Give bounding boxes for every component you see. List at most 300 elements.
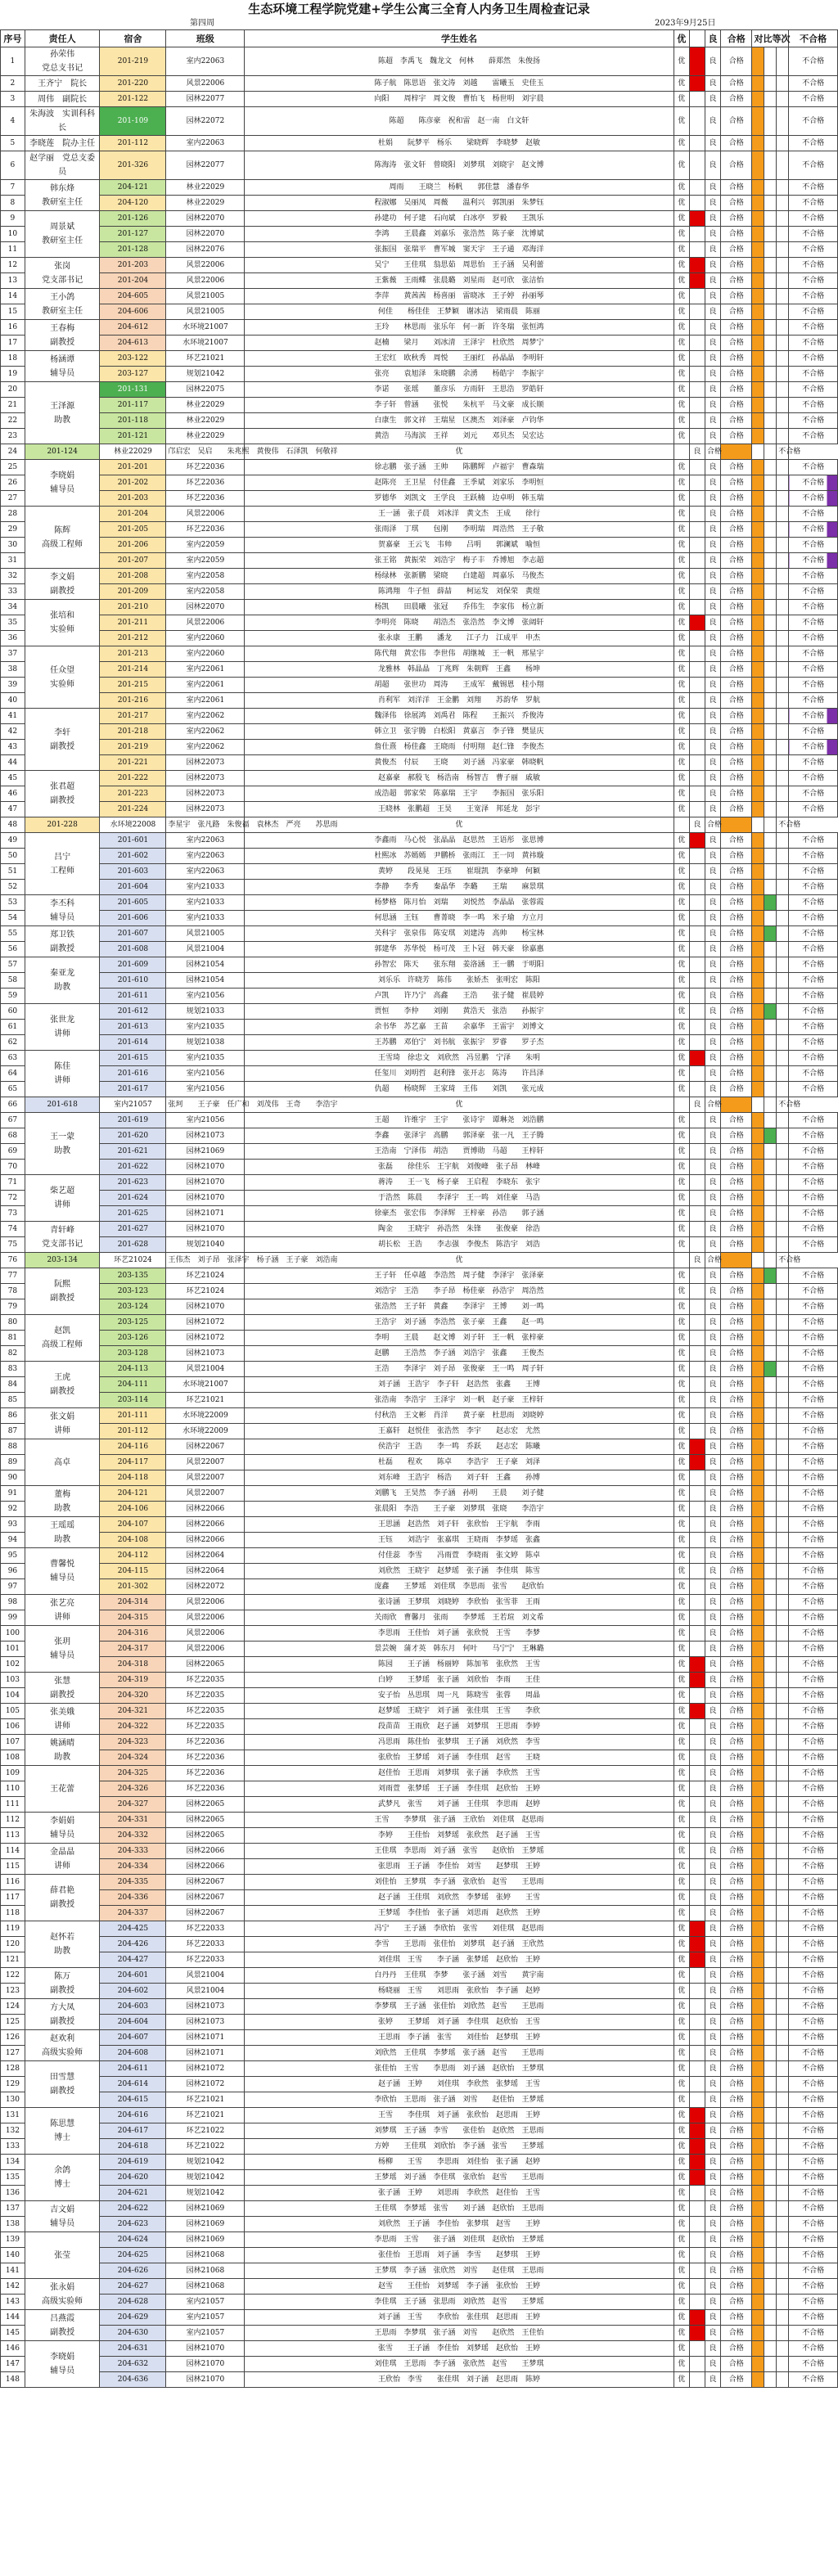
row-mark-cell — [689, 880, 705, 895]
table-row — [1, 2015, 838, 2030]
row-mark-cell — [689, 849, 705, 864]
row-grade-good: 良 — [705, 942, 720, 957]
row-grade-good: 良 — [705, 2061, 720, 2077]
row-grade-good: 良 — [705, 1657, 720, 1673]
row-grade-excellent: 优 — [674, 2015, 689, 2030]
row-students: 刘雨萱 张梦瑶 王子涵 李佳琪 赵欣怡 王婷 — [245, 1781, 674, 1797]
row-room: 204-425 — [100, 1921, 166, 1937]
row-compare-c — [777, 2310, 789, 2326]
row-grade-fail: 不合格 — [789, 367, 838, 382]
row-room: 204-604 — [100, 2015, 166, 2030]
row-compare-a — [752, 1719, 764, 1735]
row-compare-b — [764, 849, 777, 864]
row-mark-cell — [689, 724, 705, 740]
row-compare-b — [764, 2357, 777, 2372]
row-grade-fail: 不合格 — [789, 1548, 838, 1564]
row-grade-fail: 不合格 — [789, 895, 838, 911]
row-students: 王雪 李梦琪 张子涵 王欣怡 刘佳琪 赵思雨 — [245, 1813, 674, 1828]
row-leader: 李晓娟 辅导员 — [25, 2341, 100, 2388]
row-grade-fail: 不合格 — [789, 1004, 838, 1020]
row-mark-cell — [689, 1657, 705, 1673]
row-grade-pass: 合格 — [721, 304, 752, 320]
table-row — [1, 196, 838, 211]
row-grade-good: 良 — [705, 2295, 720, 2310]
row-grade-excellent: 优 — [674, 1921, 689, 1937]
row-number: 32 — [1, 569, 25, 584]
row-grade-fail: 不合格 — [789, 1051, 838, 1066]
row-number: 38 — [1, 662, 25, 678]
row-grade-fail: 不合格 — [789, 1455, 838, 1470]
row-compare-a — [752, 47, 764, 76]
row-leader: 柴艺超 讲师 — [25, 1175, 100, 1222]
row-class: 园林21070 — [166, 2341, 245, 2357]
row-grade-good: 良 — [705, 1455, 720, 1470]
row-students: 龙雅林 韩晶晶 丁兆辉 朱朝辉 王鑫 杨坤 — [245, 662, 674, 678]
table-row — [1, 180, 838, 196]
row-grade-excellent: 优 — [674, 382, 689, 398]
table-row — [1, 211, 838, 227]
row-room: 204-327 — [100, 1797, 166, 1813]
row-compare-b — [764, 1113, 777, 1128]
table-row — [1, 367, 838, 382]
row-class: 水环境21007 — [166, 336, 245, 351]
row-students: 孙智宏 陈天 张东翔 姜洛涵 王一鹏 于明阳 — [245, 957, 674, 973]
row-compare-b — [764, 2295, 777, 2310]
row-number: 143 — [1, 2295, 25, 2310]
table-row — [1, 615, 838, 631]
row-compare-b — [764, 2310, 777, 2326]
row-grade-excellent: 优 — [674, 1408, 689, 1424]
row-leader: 陈万 副教授 — [25, 1968, 100, 1999]
row-mark-cell — [689, 491, 705, 507]
row-students: 黄浩 马海滨 王祥 刘元 邓贝杰 吴宏达 — [245, 429, 674, 444]
row-grade-excellent: 优 — [245, 444, 674, 460]
row-mark-cell — [689, 398, 705, 413]
row-grade-excellent: 优 — [674, 1393, 689, 1408]
row-compare-a — [752, 1548, 764, 1564]
row-class: 环艺22036 — [166, 1781, 245, 1797]
row-compare-a — [752, 136, 764, 151]
row-grade-fail: 不合格 — [789, 1035, 838, 1051]
row-compare-b — [764, 646, 777, 662]
row-grade-pass: 合格 — [721, 1113, 752, 1128]
row-leader: 周伟 副院长 — [25, 92, 100, 107]
row-students: 仇超 杨晓辉 王家琦 王伟 刘凯 张元成 — [245, 1082, 674, 1097]
row-mark-cell — [689, 1813, 705, 1828]
row-compare-a — [752, 1875, 764, 1890]
row-grade-pass: 合格 — [721, 1657, 752, 1673]
row-grade-pass: 合格 — [721, 2123, 752, 2139]
row-room: 204-319 — [100, 1673, 166, 1688]
row-grade-pass: 合格 — [721, 709, 752, 724]
row-number: 15 — [1, 304, 25, 320]
row-compare-a — [752, 211, 764, 227]
row-mark-cell — [689, 1626, 705, 1642]
row-room: 204-602 — [100, 1984, 166, 1999]
row-compare-b — [764, 1222, 777, 1237]
row-mark-cell — [689, 646, 705, 662]
row-room: 204-426 — [100, 1937, 166, 1952]
row-mark-cell — [689, 942, 705, 957]
table-row — [1, 92, 838, 107]
row-grade-pass: 合格 — [721, 336, 752, 351]
row-room: 204-316 — [100, 1626, 166, 1642]
row-mark-cell — [689, 2248, 705, 2263]
row-compare-a — [752, 151, 764, 180]
row-compare-a — [752, 413, 764, 429]
row-compare-b — [764, 2263, 777, 2279]
row-number: 65 — [1, 1082, 25, 1097]
row-mark-cell — [689, 151, 705, 180]
row-number: 31 — [1, 553, 25, 569]
row-class: 园林22073 — [166, 755, 245, 771]
row-compare-b — [764, 273, 777, 289]
row-room: 204-321 — [100, 1704, 166, 1719]
row-room: 204-624 — [100, 2232, 166, 2248]
row-grade-good: 良 — [705, 724, 720, 740]
row-mark-cell — [689, 1035, 705, 1051]
row-grade-pass: 合格 — [721, 1610, 752, 1626]
table-row — [1, 1253, 838, 1268]
row-grade-pass: 合格 — [721, 475, 752, 491]
row-grade-fail: 不合格 — [789, 911, 838, 926]
table-row — [1, 631, 838, 646]
row-grade-excellent: 优 — [674, 1331, 689, 1346]
row-grade-pass: 合格 — [721, 1875, 752, 1890]
row-grade-good: 良 — [705, 1486, 720, 1502]
row-grade-good: 良 — [705, 2326, 720, 2341]
row-grade-pass: 合格 — [721, 1346, 752, 1362]
row-mark-cell — [689, 1828, 705, 1844]
row-grade-excellent: 优 — [674, 973, 689, 989]
row-grade-pass: 合格 — [721, 926, 752, 942]
row-grade-excellent: 优 — [674, 1455, 689, 1470]
row-grade-pass: 合格 — [721, 2372, 752, 2388]
row-compare-c — [777, 1719, 789, 1735]
table-row — [1, 1408, 838, 1424]
row-compare-b — [764, 2232, 777, 2248]
row-room: 201-206 — [100, 538, 166, 553]
row-grade-pass: 合格 — [721, 1004, 752, 1020]
row-grade-excellent: 优 — [674, 786, 689, 802]
row-students: 陈超 陈彦豪 祝和雷 赵一南 白文轩 — [245, 107, 674, 136]
row-compare-b — [764, 351, 777, 367]
row-class: 环艺21024 — [100, 1253, 166, 1268]
row-mark-cell — [689, 1393, 705, 1408]
row-compare-a — [752, 76, 764, 92]
row-grade-pass: 合格 — [721, 413, 752, 429]
row-room: 201-215 — [100, 678, 166, 693]
row-students: 张浩南 李浩宇 王泽宇 刘一帆 赵子豪 王梓轩 — [245, 1393, 674, 1408]
row-grade-good: 良 — [705, 413, 720, 429]
row-leader: 赵怀若 助教 — [25, 1921, 100, 1968]
row-mark-cell — [689, 1284, 705, 1299]
row-class: 环艺21021 — [166, 1393, 245, 1408]
row-number: 96 — [1, 1564, 25, 1579]
row-grade-pass: 合格 — [721, 2186, 752, 2201]
row-grade-excellent: 优 — [674, 553, 689, 569]
row-compare-b — [764, 600, 777, 615]
row-room: 201-222 — [100, 771, 166, 786]
row-class: 室内22059 — [166, 538, 245, 553]
row-class: 风景21005 — [166, 289, 245, 304]
row-compare-a — [752, 1906, 764, 1921]
row-grade-good: 良 — [705, 92, 720, 107]
row-compare-c — [777, 1968, 789, 1984]
row-leader: 韩东烽 教研室主任 — [25, 180, 100, 211]
row-grade-good: 良 — [705, 1548, 720, 1564]
row-grade-fail: 不合格 — [789, 615, 838, 631]
row-mark-cell — [689, 1144, 705, 1160]
row-leader: 王小鸽 教研室主任 — [25, 289, 100, 320]
row-leader: 田雪慧 副教授 — [25, 2061, 100, 2108]
row-grade-excellent: 优 — [674, 864, 689, 880]
row-grade-pass: 合格 — [705, 444, 720, 460]
row-students: 罗德华 刘凯文 王学良 王跃楠 边卓明 韩玉瑞 — [245, 491, 674, 507]
row-compare-c — [777, 2326, 789, 2341]
row-number: 100 — [1, 1626, 25, 1642]
row-compare-a — [752, 382, 764, 398]
row-class: 水环境21007 — [166, 1377, 245, 1393]
row-compare-b — [764, 1564, 777, 1579]
row-compare-b — [764, 367, 777, 382]
row-room: 201-219 — [100, 740, 166, 755]
row-grade-pass: 合格 — [721, 1393, 752, 1408]
row-compare-a — [752, 678, 764, 693]
row-number: 77 — [1, 1268, 25, 1284]
row-mark-cell — [689, 1470, 705, 1486]
row-compare-a — [752, 2170, 764, 2186]
row-room: 204-619 — [100, 2155, 166, 2170]
row-compare-b — [764, 2077, 777, 2092]
row-compare-a — [752, 1564, 764, 1579]
row-students: 王一涵 张子晨 刘冰洋 黄文杰 王成 徐行 — [245, 507, 674, 522]
row-grade-pass: 合格 — [721, 196, 752, 211]
row-grade-pass: 合格 — [721, 351, 752, 367]
table-row — [1, 600, 838, 615]
table-row — [1, 538, 838, 553]
row-leader: 张艺亮 讲师 — [25, 1595, 100, 1626]
row-grade-fail: 不合格 — [789, 398, 838, 413]
row-grade-good: 良 — [705, 1517, 720, 1533]
row-number: 102 — [1, 1657, 25, 1673]
row-grade-good: 良 — [705, 2030, 720, 2046]
row-room: 201-202 — [100, 475, 166, 491]
row-mark-cell — [689, 989, 705, 1004]
row-grade-fail: 不合格 — [789, 1206, 838, 1222]
row-grade-good: 良 — [705, 1377, 720, 1393]
row-grade-fail: 不合格 — [789, 1175, 838, 1191]
row-grade-excellent: 优 — [674, 833, 689, 849]
row-number: 11 — [1, 242, 25, 258]
row-students: 孙建功 何子建 石向斌 白冰亭 罗毅 王凯乐 — [245, 211, 674, 227]
row-compare-a — [752, 1533, 764, 1548]
row-compare-a — [752, 367, 764, 382]
row-compare-b — [764, 2092, 777, 2108]
row-grade-fail: 不合格 — [789, 1673, 838, 1688]
row-grade-fail: 不合格 — [789, 2015, 838, 2030]
row-students: 景芸婉 蒲才英 韩东月 何叶 马宁宁 王琳璐 — [245, 1642, 674, 1657]
row-number: 40 — [1, 693, 25, 709]
row-students: 王佳琪 李梦瑶 张雪 刘子涵 赵欣怡 王思雨 — [245, 2201, 674, 2217]
table-row — [1, 1362, 838, 1377]
row-leader: 方大凤 副教授 — [25, 1999, 100, 2030]
row-grade-excellent: 优 — [674, 1082, 689, 1097]
row-room: 204-112 — [100, 1548, 166, 1564]
table-row — [1, 2092, 838, 2108]
row-grade-pass: 合格 — [721, 1470, 752, 1486]
row-grade-good: 良 — [705, 1921, 720, 1937]
table-row — [1, 1020, 838, 1035]
row-grade-fail: 不合格 — [789, 475, 838, 491]
row-mark-cell — [689, 553, 705, 569]
row-class: 风景22006 — [166, 273, 245, 289]
row-grade-pass: 合格 — [721, 1890, 752, 1906]
row-class: 室内21033 — [166, 911, 245, 926]
row-class: 园林21071 — [166, 1206, 245, 1222]
row-compare-c — [777, 678, 789, 693]
table-row — [1, 989, 838, 1004]
row-students: 李思雨 王雪 张子涵 刘佳琪 赵欣怡 王梦瑶 — [245, 2232, 674, 2248]
row-grade-pass: 合格 — [721, 973, 752, 989]
row-grade-pass: 合格 — [721, 678, 752, 693]
row-mark-cell — [689, 755, 705, 771]
row-class: 园林22067 — [166, 1890, 245, 1906]
row-room: 201-211 — [100, 615, 166, 631]
row-compare-c — [777, 2186, 789, 2201]
row-class: 水环境22009 — [166, 1424, 245, 1439]
row-compare-c — [777, 849, 789, 864]
row-grade-good: 良 — [705, 1533, 720, 1548]
row-compare-a — [752, 1160, 764, 1175]
row-class: 园林21070 — [166, 2357, 245, 2372]
row-grade-fail: 不合格 — [789, 678, 838, 693]
row-compare-a — [752, 1890, 764, 1906]
row-compare-c — [777, 491, 789, 507]
row-class: 室内21056 — [166, 1066, 245, 1082]
row-grade-pass: 合格 — [721, 2295, 752, 2310]
row-students: 李欣怡 王思雨 张子涵 刘雪 赵佳怡 王梦瑶 — [245, 2092, 674, 2108]
row-students: 张子涵 王婷 刘思雨 李欣然 赵佳怡 王雪 — [245, 2186, 674, 2201]
row-compare-a — [752, 1206, 764, 1222]
row-grade-pass: 合格 — [721, 1160, 752, 1175]
row-mark-cell — [689, 351, 705, 367]
row-compare-b — [764, 615, 777, 631]
row-grade-good: 良 — [705, 1439, 720, 1455]
row-class: 园林22066 — [166, 1844, 245, 1859]
table-header-row — [1, 30, 838, 47]
row-leader: 王瑶瑶 助教 — [25, 1517, 100, 1548]
table-row — [1, 1766, 838, 1781]
row-students: 王伟杰 刘子昂 张泽宇 杨子涵 王子豪 刘浩南 — [166, 1253, 245, 1268]
row-compare-a — [752, 942, 764, 957]
row-number: 63 — [1, 1051, 25, 1066]
row-grade-good: 良 — [705, 584, 720, 600]
table-row — [1, 1595, 838, 1610]
row-compare-b — [764, 1642, 777, 1657]
row-mark-cell — [689, 957, 705, 973]
row-grade-pass: 合格 — [721, 258, 752, 273]
row-students: 杜娟 阮梦平 杨乐 梁晓辉 李晓梦 赵敏 — [245, 136, 674, 151]
table-row — [1, 2341, 838, 2357]
row-compare-a — [752, 1859, 764, 1875]
row-compare-a — [752, 538, 764, 553]
row-compare-c — [777, 1439, 789, 1455]
row-grade-fail: 不合格 — [789, 724, 838, 740]
row-grade-pass: 合格 — [721, 1284, 752, 1299]
table-row — [1, 1502, 838, 1517]
row-mark-cell — [689, 76, 705, 92]
row-grade-fail: 不合格 — [789, 631, 838, 646]
row-number: 88 — [1, 1439, 25, 1455]
row-leader: 秦亚龙 助教 — [25, 957, 100, 1004]
row-number: 97 — [1, 1579, 25, 1595]
row-class: 环艺22036 — [166, 522, 245, 538]
row-compare-c — [777, 1579, 789, 1595]
row-compare-c — [777, 740, 789, 755]
row-compare-b — [764, 1004, 777, 1020]
table-row — [1, 880, 838, 895]
row-room: 201-605 — [100, 895, 166, 911]
row-compare-b — [764, 569, 777, 584]
row-room: 204-117 — [100, 1455, 166, 1470]
row-grade-fail: 不合格 — [789, 1082, 838, 1097]
row-compare-c — [777, 662, 789, 678]
row-grade-good: 良 — [705, 1719, 720, 1735]
row-grade-excellent: 优 — [674, 475, 689, 491]
row-class: 室内21033 — [166, 880, 245, 895]
table-row — [1, 895, 838, 911]
row-grade-fail: 不合格 — [789, 1937, 838, 1952]
row-compare-a — [752, 107, 764, 136]
row-grade-pass: 合格 — [721, 320, 752, 336]
row-compare-c — [777, 1020, 789, 1035]
row-number: 99 — [1, 1610, 25, 1626]
row-students: 于浩然 陈晨 李泽宇 王一鸣 刘佳豪 马浩 — [245, 1191, 674, 1206]
row-number: 132 — [1, 2123, 25, 2139]
row-grade-good: 良 — [705, 895, 720, 911]
row-compare-b — [764, 1237, 777, 1253]
row-room: 204-121 — [100, 180, 166, 196]
row-compare-a — [752, 1688, 764, 1704]
row-leader: 孙荣伟 党总支书记 — [25, 47, 100, 76]
row-grade-excellent: 优 — [674, 1595, 689, 1610]
row-compare-b — [764, 1813, 777, 1828]
row-number: 61 — [1, 1020, 25, 1035]
row-grade-pass: 合格 — [721, 1439, 752, 1455]
row-grade-good: 良 — [689, 1097, 705, 1113]
row-grade-pass: 合格 — [721, 522, 752, 538]
row-grade-good: 良 — [705, 1362, 720, 1377]
row-room: 204-325 — [100, 1766, 166, 1781]
row-grade-fail: 不合格 — [789, 1113, 838, 1128]
row-mark-cell — [689, 662, 705, 678]
row-grade-pass: 合格 — [721, 957, 752, 973]
row-room: 204-627 — [100, 2279, 166, 2295]
row-compare-c — [777, 1393, 789, 1408]
table-row — [1, 351, 838, 367]
row-number: 146 — [1, 2341, 25, 2357]
row-compare-a — [752, 1175, 764, 1191]
row-grade-good: 良 — [705, 522, 720, 538]
row-compare-b — [764, 771, 777, 786]
row-grade-pass: 合格 — [721, 2061, 752, 2077]
table-row — [1, 1284, 838, 1299]
row-grade-pass: 合格 — [721, 833, 752, 849]
row-grade-fail: 不合格 — [789, 1704, 838, 1719]
row-class: 园林22070 — [166, 600, 245, 615]
row-number: 138 — [1, 2217, 25, 2232]
